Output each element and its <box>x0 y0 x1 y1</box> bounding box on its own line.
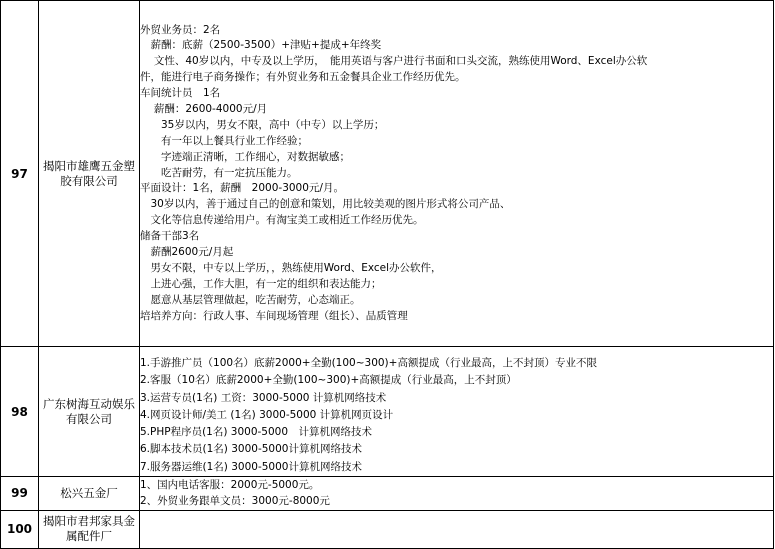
detail-line: 愿意从基层管理做起，吃苦耐劳，心态端正。 <box>140 293 361 306</box>
detail-line: 有一年以上餐具行业工作经验； <box>140 134 308 147</box>
company-name: 广东树海互动娱乐有限公司 <box>39 347 140 477</box>
row-number: 97 <box>1 1 39 347</box>
detail-line: 1、国内电话客服：2000元-5000元。 <box>140 479 320 492</box>
detail-line: 4.网页设计师/美工 (1名) 3000-5000 计算机网页设计 <box>140 408 394 421</box>
detail-line: 35岁以内，男女不限，高中（中专）以上学历； <box>140 118 385 131</box>
detail-line: 薪酬：2600-4000元/月 <box>140 102 268 115</box>
detail-line: 外贸业务员：2名 <box>140 23 221 36</box>
detail-line: 吃苦耐劳，有一定抗压能力。 <box>140 166 298 179</box>
table-row <box>1 477 774 511</box>
detail-line: 件，能进行电子商务操作；有外贸业务和五金餐具企业工作经历优先。 <box>140 71 466 84</box>
table-row <box>1 347 774 477</box>
job-details <box>140 1 774 347</box>
table-row <box>1 510 774 548</box>
company-name: 松兴五金厂 <box>39 477 140 511</box>
detail-line: 1.手游推广员（100名）底薪2000+全勤(100~300)+高额提成（行业最高，上不封顶）专业不限 <box>140 357 597 369</box>
detail-line: 2.客服（10名）底薪2000+全勤(100~300)+高额提成（行业最高，上不封顶） <box>140 374 517 387</box>
detail-line: 3.运营专员(1名) 工资：3000-5000 计算机网络技术 <box>140 391 387 404</box>
detail-line: 培培养方向：行政人事、车间现场管理（组长）、品质管理 <box>140 309 408 322</box>
detail-line: 平面设计：1名，薪酬 2000-3000元/月。 <box>140 182 344 195</box>
detail-line: 字迹端正清晰，工作细心，对数据敏感； <box>140 150 350 163</box>
company-name: 揭阳市君邦家具金属配件厂 <box>39 510 140 548</box>
company-name: 揭阳市雄鹰五金塑胶有限公司 <box>39 1 140 347</box>
detail-line: 30岁以内，善于通过自己的创意和策划，用比较美观的图片形式将公司产品、 <box>140 198 511 211</box>
job-details <box>140 347 774 477</box>
detail-line: 储备干部3名 <box>140 230 200 243</box>
detail-line: 薪酬：底薪（2500-3500）+津贴+提成+年终奖 <box>140 39 382 52</box>
detail-line: 男女不限，中专以上学历，，熟练使用Word、Excel办公软件， <box>140 261 442 274</box>
row-number: 100 <box>1 510 39 548</box>
detail-line: 文化等信息传递给用户。有淘宝美工或相近工作经历优先。 <box>140 214 424 227</box>
row-number: 98 <box>1 347 39 477</box>
detail-line: 文性、40岁以内，中专及以上学历， 能用英语与客户进行书面和口头交流，熟练使用Word、Excel办公软 <box>140 55 648 68</box>
row-number: 99 <box>1 477 39 511</box>
job-details <box>140 510 774 548</box>
detail-line: 6.脚本技术员(1名) 3000-5000计算机网络技术 <box>140 443 362 456</box>
job-details <box>140 477 774 511</box>
detail-line: 上进心强，工作大胆，有一定的组织和表达能力； <box>140 277 382 290</box>
detail-line: 车间统计员 1名 <box>140 87 221 100</box>
detail-line: 5.PHP程序员(1名) 3000-5000 计算机网络技术 <box>140 426 373 439</box>
detail-line: 2、外贸业务跟单文员：3000元-8000元 <box>140 494 330 507</box>
detail-line: 薪酬2600元/月起 <box>140 246 234 258</box>
table-row <box>1 1 774 347</box>
detail-line: 7.服务器运维(1名) 3000-5000计算机网络技术 <box>140 460 362 473</box>
